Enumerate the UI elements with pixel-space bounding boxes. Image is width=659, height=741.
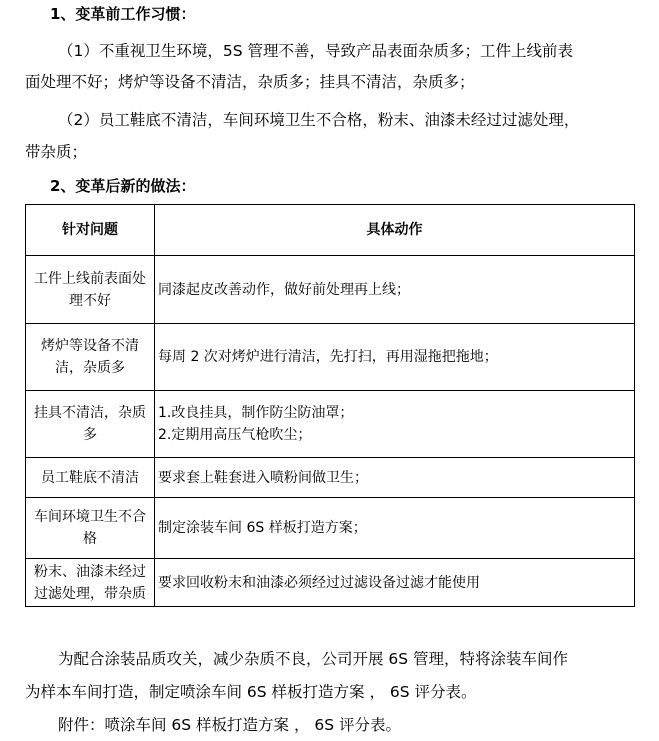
problem-cell: 挂具不清洁，杂质多 [26, 391, 155, 458]
action-step: 要求套上鞋套进入喷粉间做卫生； [158, 469, 368, 486]
section1-heading: 1、变革前工作习惯： [50, 5, 196, 23]
action-cell [155, 498, 635, 559]
problem-cell: 员工鞋底不清洁 [26, 458, 155, 498]
table-row [26, 324, 635, 391]
action-step: 要求回收粉末和油漆必须经过过滤设备过滤才能使用 [158, 574, 480, 591]
action-cell [155, 391, 635, 458]
table-row [26, 559, 635, 607]
section2-heading: 2、变革后新的做法： [50, 177, 196, 195]
action-cell [155, 324, 635, 391]
table-row [26, 498, 635, 559]
table-row [26, 391, 635, 458]
attachment-line: 附件：喷涂车间 6S 样板打造方案 ， 6S 评分表。 [58, 716, 402, 734]
section1-para2-line2: 带杂质； [25, 143, 88, 161]
table-row [26, 458, 635, 498]
action-step: 1.改良挂具，制作防尘防油罩； [158, 405, 354, 421]
closing-line2: 为样本车间打造，制定喷涂车间 6S 样板打造方案 ， 6S 评分表。 [25, 683, 477, 701]
action-step: 制定涂装车间 6S 样板打造方案； [158, 520, 367, 536]
problem-cell: 烤炉等设备不清洁，杂质多 [26, 324, 155, 391]
header-problem: 针对问题 [26, 205, 155, 256]
problem-cell: 粉末、油漆未经过过滤处理，带杂质 [26, 559, 155, 607]
header-action: 具体动作 [155, 205, 635, 256]
action-step: 每周 2 次对烤炉进行清洁，先打扫，再用湿拖把拖地； [158, 349, 498, 365]
action-step: 同漆起皮改善动作，做好前处理再上线； [158, 281, 410, 298]
table-row [26, 256, 635, 324]
action-step: 2.定期用高压气枪吹尘； [158, 427, 312, 443]
section1-para1-line1: （1）不重视卫生环境，5S 管理不善，导致产品表面杂质多；工件上线前表 [58, 42, 573, 60]
measures-table [25, 204, 635, 607]
closing-line1: 为配合涂装品质攻关，减少杂质不良，公司开展 6S 管理，特将涂装车间作 [58, 650, 569, 668]
section1-para2-line1: （2）员工鞋底不清洁，车间环境卫生不合格，粉末、油漆未经过过滤处理， [58, 111, 580, 129]
section1-para1-line2: 面处理不好；烤炉等设备不清洁，杂质多；挂具不清洁，杂质多； [25, 73, 475, 91]
table-header-row [26, 205, 635, 256]
action-cell [155, 458, 635, 498]
problem-cell: 工件上线前表面处理不好 [26, 256, 155, 324]
action-cell [155, 256, 635, 324]
problem-cell: 车间环境卫生不合格 [26, 498, 155, 559]
action-cell [155, 559, 635, 607]
